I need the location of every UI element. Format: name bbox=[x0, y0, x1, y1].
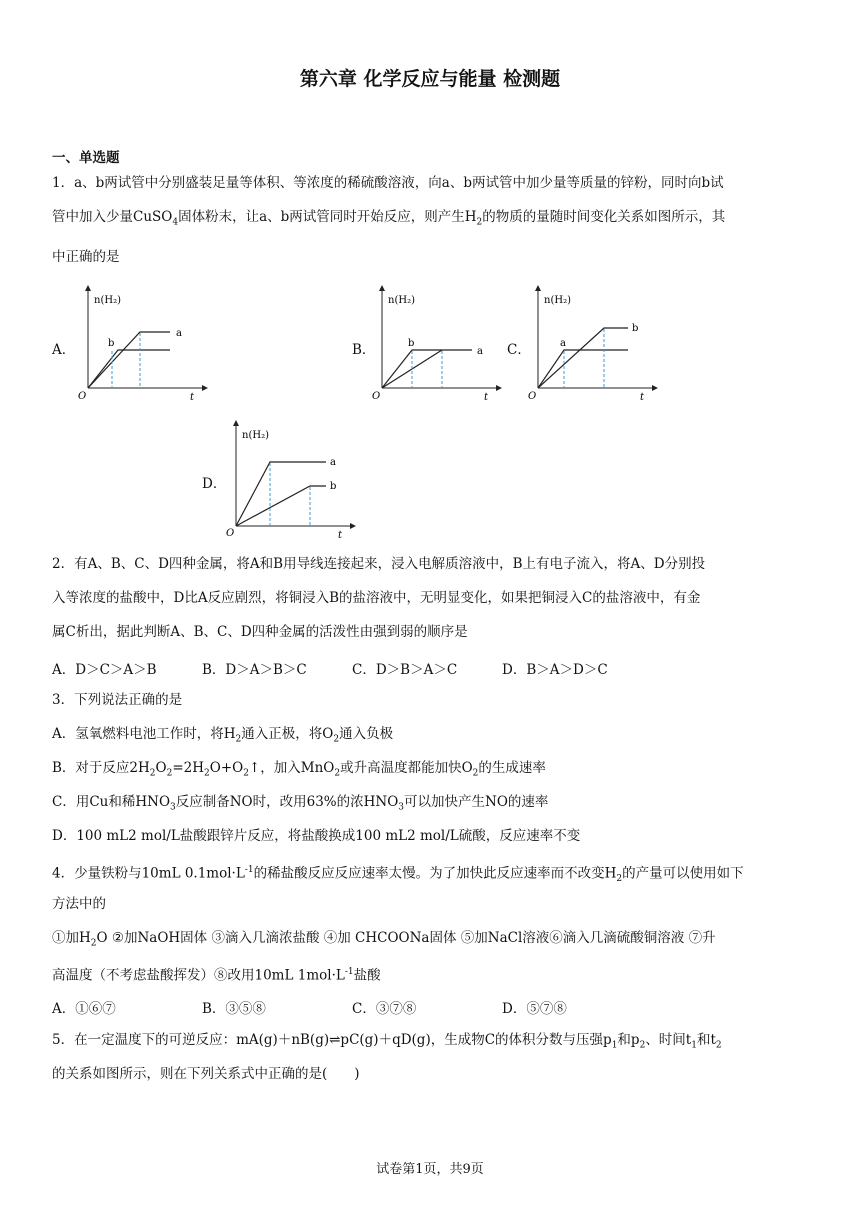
x-axis-label: t bbox=[190, 392, 195, 403]
x-axis-label: t bbox=[640, 392, 645, 403]
curve-a-label: a bbox=[560, 338, 566, 349]
q2-option-c[interactable]: C．D＞B＞A＞C bbox=[352, 662, 458, 678]
curve-a-label: a bbox=[330, 457, 336, 468]
curve-b-label: b bbox=[108, 338, 115, 349]
q4-option-c[interactable]: C．③⑦⑧ bbox=[352, 1001, 417, 1017]
curve-b-label: b bbox=[330, 481, 337, 492]
origin-label: O bbox=[226, 528, 235, 539]
curve-b-label: b bbox=[408, 338, 415, 349]
y-axis-label: n(H₂) bbox=[242, 430, 269, 441]
q3-option-c[interactable]: C．用Cu和稀$HNO_3$反应制备NO时，改用63%的浓$HNO_3$可以加快产生NO的速率 bbox=[52, 794, 549, 813]
curve-a-label: a bbox=[176, 328, 182, 339]
page-footer: 试卷第1页，共9页 bbox=[376, 1162, 484, 1177]
q1-graph-b bbox=[372, 285, 502, 405]
question-4-methods-line1: ①加$H_2O$ ②加NaOH固体 ③滴入几滴浓盐酸 ④加 CHCOONa固体 ⑤加NaCl溶液⑥滴入几滴硫酸铜溶液 ⑦升 bbox=[52, 930, 716, 949]
question-4-stem-line2: 方法中的 bbox=[52, 896, 106, 912]
q3-option-a[interactable]: A．氢氧燃料电池工作时，将$H_2$通入正极，将$O_2$通入负极 bbox=[52, 726, 394, 745]
q1-option-d-label[interactable]: D． bbox=[202, 476, 227, 492]
q1-graph-d bbox=[226, 420, 356, 540]
y-axis-label: n(H₂) bbox=[94, 295, 121, 306]
question-2-stem: 2．有A、B、C、D四种金属，将A和B用导线连接起来，浸入电解质溶液中，B上有电子流入，将A、D分别投 入等浓度的盐酸中，D比A反应剧烈，将铜浸入B的盐溶液中，无明显变化，如果把铜浸入C的盐溶液中，有金 属C析出，据此判断A、B、C、D四种金属的活泼性由强到弱的顺序是 bbox=[52, 556, 706, 640]
q1-graph-a bbox=[78, 285, 208, 405]
question-5-stem-line2: 的关系如图所示，则在下列关系式中正确的是( ) bbox=[52, 1066, 360, 1082]
question-4-methods-line2: 高温度（不考虑盐酸挥发）⑧改用10mL $1mol\cdot L^{-1}$盐酸 bbox=[52, 967, 381, 984]
q4-option-a[interactable]: A．①⑥⑦ bbox=[52, 1001, 116, 1017]
q1-option-a-label[interactable]: A． bbox=[52, 342, 76, 358]
question-3-stem: 3．下列说法正确的是 bbox=[52, 692, 183, 708]
q2-option-d[interactable]: D．B＞A＞D＞C bbox=[502, 662, 608, 678]
q1-option-c-label[interactable]: C． bbox=[507, 342, 531, 358]
q2-option-a[interactable]: A．D＞C＞A＞B bbox=[52, 662, 157, 678]
origin-label: O bbox=[372, 391, 381, 402]
q3-option-d[interactable]: D．100 mL2 mol/L盐酸跟锌片反应，将盐酸换成100 mL2 mol/L硫酸，反应速率不变 bbox=[52, 828, 581, 844]
page-title: 第六章 化学反应与能量 检测题 bbox=[299, 68, 561, 90]
y-axis-label: n(H₂) bbox=[388, 295, 415, 306]
question-5-stem-line1: 5．在一定温度下的可逆反应：mA(g)＋nB(g)⇌pC(g)＋qD(g)，生成物C的体积分数与压强$p_1$和$p_2$、时间$t_1$和$t_2$ bbox=[52, 1032, 722, 1051]
q4-option-d[interactable]: D．⑤⑦⑧ bbox=[502, 1001, 567, 1017]
origin-label: O bbox=[528, 391, 537, 402]
section-heading: 一、单选题 bbox=[52, 150, 120, 166]
q3-option-b[interactable]: B．对于反应$2H_2O_2=2H_2O+O_2↑$，加入MnO$_2$或升高温度都能加快$O_2$的生成速率 bbox=[52, 760, 546, 779]
q1-graph-c bbox=[528, 285, 658, 405]
curve-b-label: b bbox=[632, 323, 639, 334]
x-axis-label: t bbox=[484, 392, 489, 403]
origin-label: O bbox=[78, 391, 87, 402]
q2-option-b[interactable]: B．D＞A＞B＞C bbox=[202, 662, 307, 678]
q4-option-b[interactable]: B．③⑤⑧ bbox=[202, 1001, 266, 1017]
question-1-stem: 1．a、b两试管中分别盛装足量等体积、等浓度的稀硫酸溶液，向a、b两试管中加少量等质量的锌粉，同时向b试 管中加入少量CuSO$_4$固体粉末，让a、b两试管同时开始反应，则产生$H_2$的物质的量随时间变化关系如图所示，其 中正确的是 bbox=[52, 175, 726, 265]
question-4-stem-line1: 4．少量铁粉与10mL $0.1mol\cdot L^{-1}$的稀盐酸反应反应速率太慢。为了加快此反应速率而不改变$H_2$的产量可以使用如下 bbox=[52, 865, 744, 885]
q1-option-b-label[interactable]: B． bbox=[352, 342, 376, 358]
y-axis-label: n(H₂) bbox=[544, 295, 571, 306]
x-axis-label: t bbox=[338, 530, 343, 541]
curve-a-label: a bbox=[477, 346, 483, 357]
